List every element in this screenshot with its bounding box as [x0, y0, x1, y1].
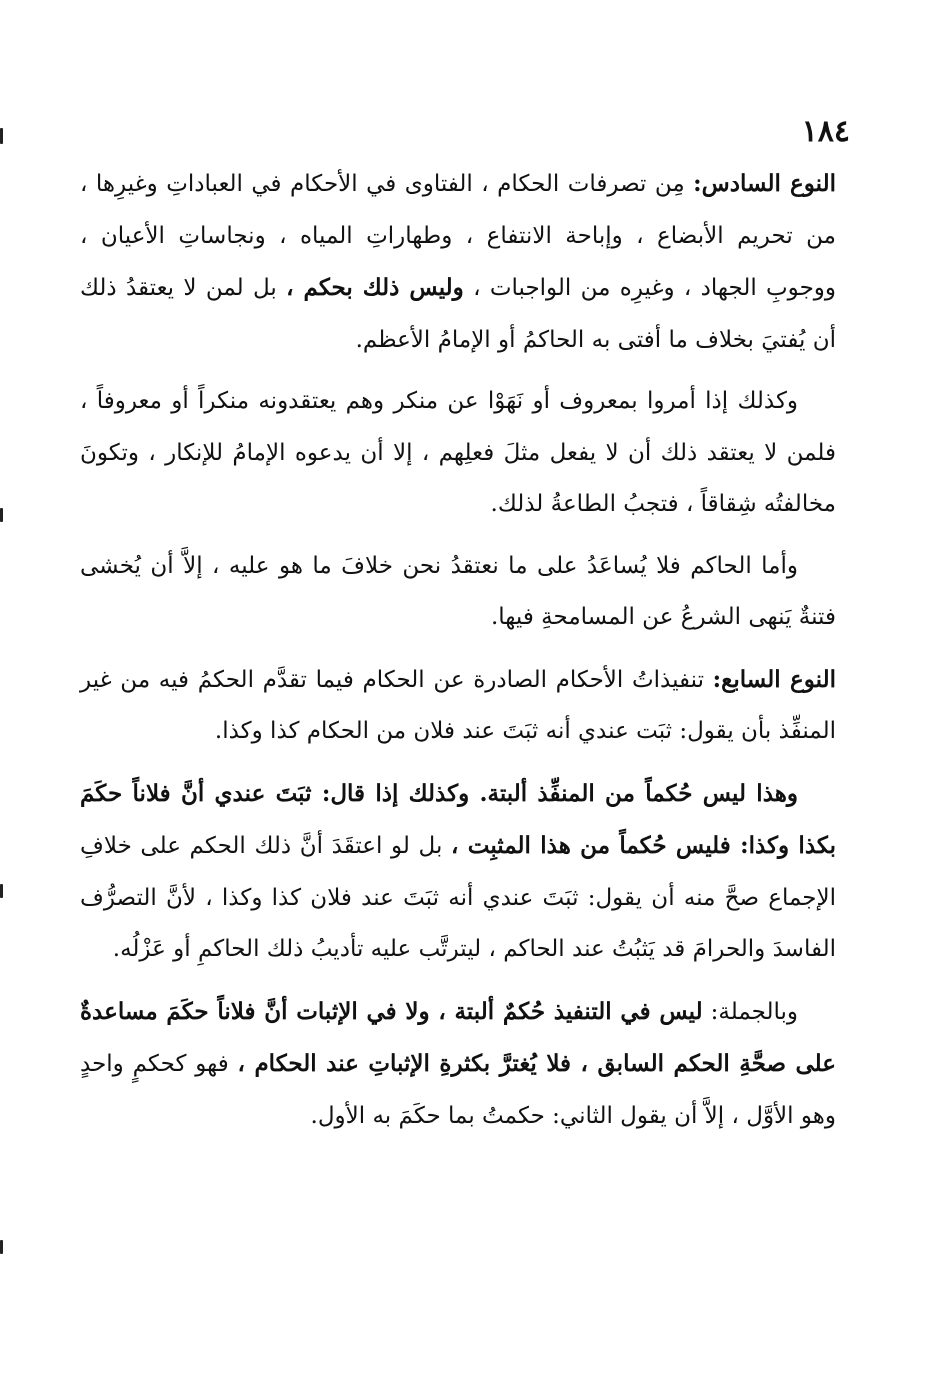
section-heading-type-seven: النوع السابع: [712, 665, 836, 693]
scan-edge-mark [0, 1240, 3, 1254]
scan-edge-mark [0, 128, 3, 144]
page-number: ١٨٤ [801, 114, 850, 149]
scan-edge-mark [0, 508, 3, 522]
paragraph-text-tail: بل لمن لا يعتقدُ ذلك أن يُفتيَ بخلاف ما أفتى به الحاكمُ أو الإمامُ الأعظم. [80, 275, 836, 353]
paragraph-type-six [80, 158, 836, 366]
paragraph-text: وأما الحاكم فلا يُساعَدُ على ما نعتقدُ نحن خلافَ ما هو عليه ، إلاَّ أن يُخشى فتنةٌ يَنهى الشرعُ عن المسامحةِ فيها. [80, 552, 836, 630]
page-body [80, 158, 836, 1152]
paragraph-summary [80, 986, 836, 1143]
emphasized-text: وليس ذلك بحكم ، [286, 274, 464, 301]
paragraph-ruler [80, 541, 836, 644]
paragraph-text: تنفيذاتُ الأحكام الصادرة عن الحكام فيما تقدَّم الحكمُ فيه من غير المنفِّذ بأن يقول: ثبَت عندي أنه ثبَتَ عند فلان من الحكام كذا وكذا. [80, 666, 836, 744]
paragraph-enjoining [80, 376, 836, 531]
paragraph-text-tail: فهو كحكمٍ واحدٍ وهو الأوَّل ، إلاَّ أن يقول الثاني: حكمتُ بما حكَمَ به الأول. [80, 1051, 836, 1129]
paragraph-text: بل لو اعتقَدَ أنَّ ذلك الحكم على خلافِ الإجماع صحَّ منه أن يقول: ثبَتَ عندي أنه ثبَتَ عند فلان كذا وكذا ، لأنَّ التصرُّف الفاسدَ والحرامَ قد يَثبُتُ عند الحاكم ، ليترتَّب عليه تأديبُ ذلك الحاكمِ أو عَزْلُه. [80, 833, 836, 962]
paragraph-text: وكذلك إذا أمروا بمعروف أو نَهَوْا عن منكر وهم يعتقدونه منكراً أو معروفاً ، فلمن لا يعتقد ذلك أن لا يفعل مثلَ فعلِهم ، إلا أن يدعوه الإمامُ للإنكار ، وتكونَ مخالفتُه شِقاقاً ، فتجبُ الطاعةُ لذلك. [80, 388, 836, 517]
section-heading-type-six: النوع السادس: [693, 170, 836, 197]
paragraph-type-seven [80, 654, 836, 758]
paragraph-text: وبالجملة: [702, 998, 798, 1025]
emphasized-text: وهذا ليس حُكماً من المنفِّذ ألبتة. وكذلك إذا قال: ثبَتَ عندي أنَّ فلاناً حكَمَ بكذا وكذا: فليس حُكماً من هذا المثبِت ، [80, 779, 837, 859]
paragraph-text: مِن تصرفات الحكام ، الفتاوى في الأحكام في العباداتِ وغيرِها ، من تحريم الأبضاع ، وإباحة الانتفاع ، وطهاراتِ المياه ، ونجاساتِ الأعيان ، ووجوبِ الجهاد ، وغيرِه من الواجبات ، [80, 171, 837, 301]
emphasized-text: ليس في التنفيذ حُكمٌ ألبتة ، ولا في الإثبات أنَّ فلاناً حكَمَ مساعدةٌ على صحَّةِ الحكم السابق ، فلا يُغترَّ بكثرةِ الإثباتِ عند الحكام ، [80, 997, 836, 1077]
scan-edge-mark [0, 884, 3, 898]
paragraph-execution [80, 768, 836, 976]
